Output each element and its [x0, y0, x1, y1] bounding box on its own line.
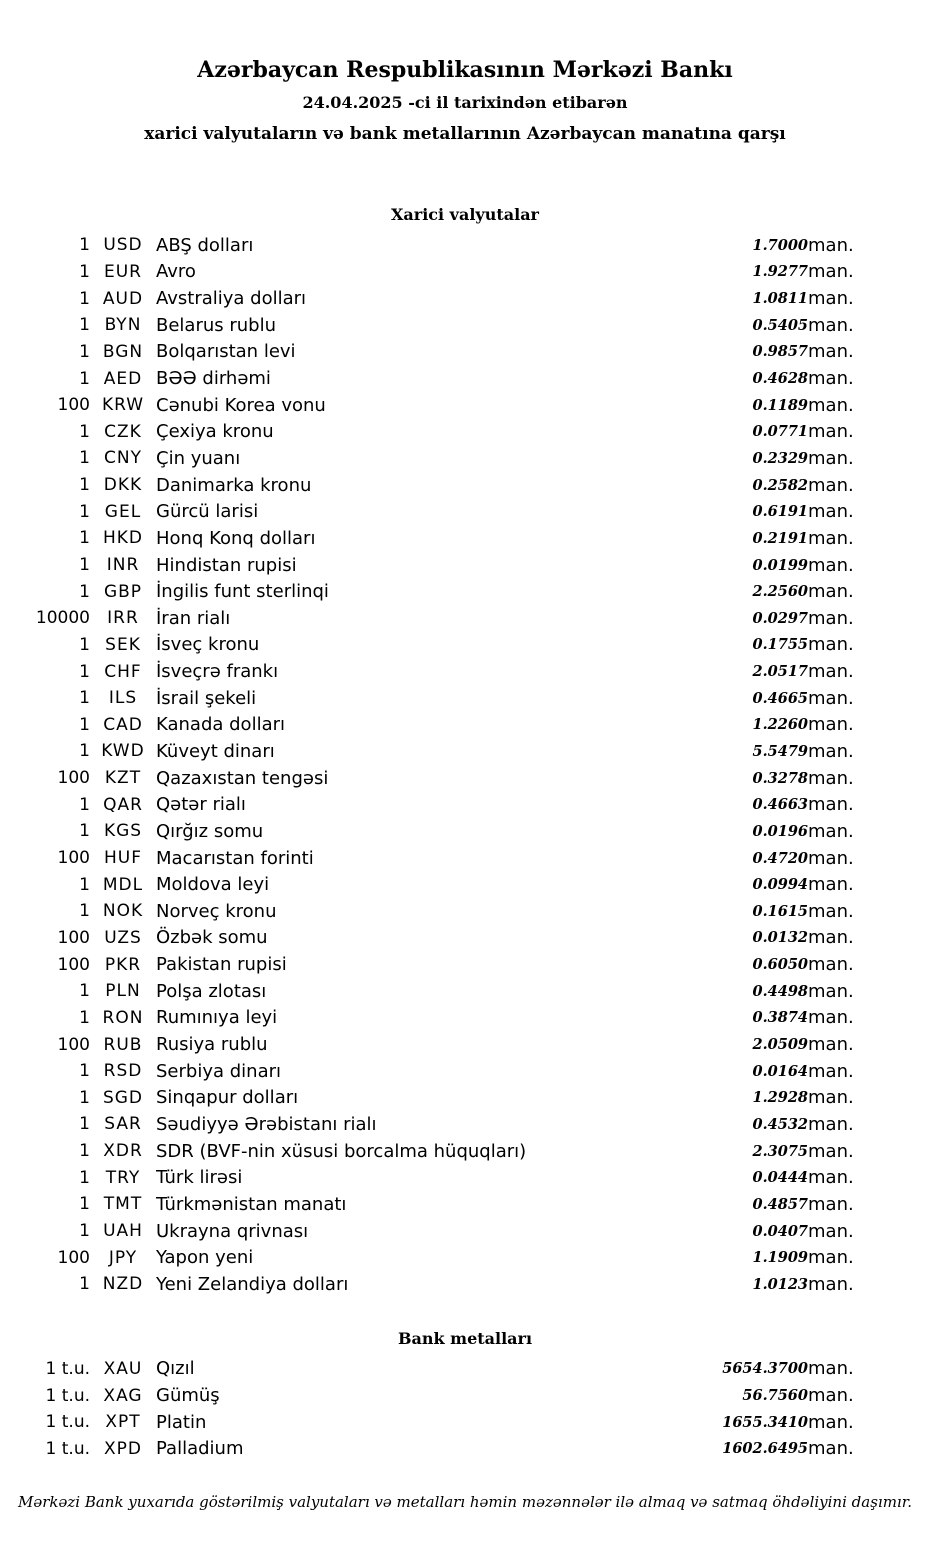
rate-value: 1.1909	[752, 1249, 808, 1267]
rate-value: 2.2560	[752, 583, 808, 601]
rate-row	[0, 765, 930, 792]
quantity: 1 t.u.	[45, 1358, 90, 1379]
unit-label: man.	[808, 714, 854, 736]
currency-name: İsveçrə frankı	[156, 661, 279, 683]
quantity: 1	[79, 475, 90, 496]
quantity: 1	[79, 581, 90, 602]
quantity: 1	[79, 1061, 90, 1082]
currency-code: KRW	[101, 395, 145, 416]
rate-value: 1.2928	[752, 1089, 808, 1107]
quantity: 1	[79, 821, 90, 842]
currency-code: RUB	[103, 1034, 143, 1055]
unit-label: man.	[808, 740, 854, 762]
rate-row	[0, 898, 930, 925]
currency-code: USD	[103, 235, 143, 256]
unit-label: man.	[808, 447, 854, 469]
rate-value: 1.2260	[752, 716, 808, 734]
rate-row	[0, 871, 930, 898]
rate-value: 1602.6495	[722, 1440, 808, 1458]
currency-name: Qızıl	[156, 1358, 195, 1380]
currency-name: Çexiya kronu	[156, 421, 274, 443]
currency-code: KGS	[103, 821, 143, 842]
unit-label: man.	[808, 314, 854, 336]
currency-name: Küveyt dinarı	[156, 740, 275, 762]
currency-code: HUF	[103, 848, 142, 869]
unit-label: man.	[808, 1140, 854, 1162]
currency-name: İsrail şekeli	[156, 687, 257, 709]
currency-code: SGD	[102, 1087, 144, 1108]
unit-label: man.	[808, 1034, 854, 1056]
quantity: 1	[79, 741, 90, 762]
rate-value: 0.2582	[752, 476, 808, 494]
currency-code: GEL	[104, 501, 142, 522]
rate-value: 0.2329	[752, 449, 808, 467]
rate-row	[0, 1138, 930, 1165]
currency-name: Qırğız somu	[156, 820, 264, 842]
currency-code: KZT	[104, 768, 142, 789]
quantity: 100	[57, 1247, 90, 1268]
rate-row	[0, 445, 930, 472]
rate-value: 1.0811	[752, 290, 808, 308]
metals-heading: Bank metalları	[397, 1328, 533, 1348]
rate-row	[0, 392, 930, 419]
bank-title: Azərbaycan Respublikasının Mərkəzi Bankı	[197, 57, 733, 83]
quantity: 100	[57, 768, 90, 789]
quantity: 1	[79, 341, 90, 362]
rate-row	[0, 472, 930, 499]
currency-name: Polşa zlotası	[156, 980, 267, 1002]
currency-code: QAR	[103, 794, 143, 815]
currency-code: AUD	[102, 288, 144, 309]
rate-value: 0.6050	[752, 956, 808, 974]
rate-value: 1655.3410	[722, 1413, 808, 1431]
rate-row	[0, 845, 930, 872]
rate-value: 0.4857	[752, 1195, 808, 1213]
unit-label: man.	[808, 661, 854, 683]
currencies-table	[0, 232, 930, 1298]
unit-label: man.	[808, 847, 854, 869]
currency-name: Avro	[156, 261, 196, 283]
currencies-section	[0, 204, 930, 1298]
currency-name: Gürcü larisi	[156, 501, 259, 523]
rate-row	[0, 525, 930, 552]
currency-name: İsveç kronu	[156, 634, 260, 656]
unit-label: man.	[808, 1087, 854, 1109]
unit-label: man.	[808, 1220, 854, 1242]
rate-row	[0, 605, 930, 632]
currency-code: CNY	[104, 448, 142, 469]
currency-name: ABŞ dolları	[156, 234, 254, 256]
unit-label: man.	[808, 1007, 854, 1029]
rate-row	[0, 259, 930, 286]
rate-row	[0, 951, 930, 978]
unit-label: man.	[808, 1167, 854, 1189]
unit-label: man.	[808, 1438, 854, 1460]
currency-code: XDR	[103, 1141, 143, 1162]
currencies-table-body	[0, 232, 930, 1298]
currency-code: SAR	[104, 1114, 142, 1135]
currency-name: Rumınıya leyi	[156, 1007, 278, 1029]
quantity: 1	[79, 421, 90, 442]
page-subtitle: xarici valyutaların və bank metallarının Azərbaycan manatına qarşı	[144, 124, 786, 144]
currency-name: Türk lirəsi	[156, 1167, 243, 1189]
currency-code: EUR	[104, 261, 142, 282]
unit-label: man.	[808, 794, 854, 816]
unit-label: man.	[808, 1060, 854, 1082]
rate-value: 2.3075	[752, 1142, 808, 1160]
rate-value: 0.0132	[752, 929, 808, 947]
rate-value: 0.1189	[752, 396, 808, 414]
rate-row	[0, 658, 930, 685]
unit-label: man.	[808, 954, 854, 976]
quantity: 1	[79, 714, 90, 735]
currency-code: XPD	[104, 1438, 142, 1459]
rate-row	[0, 632, 930, 659]
rate-row	[0, 365, 930, 392]
quantity: 1	[79, 1007, 90, 1028]
rate-row	[0, 1111, 930, 1138]
unit-label: man.	[808, 394, 854, 416]
currency-name: Yapon yeni	[156, 1247, 254, 1269]
rate-value: 1.0123	[752, 1275, 808, 1293]
rate-value: 56.7560	[742, 1387, 808, 1405]
unit-label: man.	[808, 261, 854, 283]
rate-row	[0, 1191, 930, 1218]
quantity: 1	[79, 874, 90, 895]
currency-name: Serbiya dinarı	[156, 1060, 281, 1082]
quantity: 1	[79, 1141, 90, 1162]
unit-label: man.	[808, 1411, 854, 1433]
rate-value: 0.0199	[752, 556, 808, 574]
currency-code: INR	[106, 555, 140, 575]
currency-code: SEK	[105, 634, 141, 655]
rate-row	[0, 978, 930, 1005]
rate-row	[0, 1005, 930, 1032]
rate-row	[0, 1409, 930, 1436]
rate-row	[0, 1356, 930, 1383]
quantity: 1	[79, 1167, 90, 1188]
rate-value: 0.1615	[752, 902, 808, 920]
quantity: 1	[79, 448, 90, 469]
currency-code: BGN	[102, 341, 144, 362]
rate-value: 0.1755	[752, 636, 808, 654]
quantity: 1	[79, 901, 90, 922]
quantity: 1	[79, 1087, 90, 1108]
metals-table	[0, 1356, 930, 1463]
rate-value: 0.2191	[752, 529, 808, 547]
rate-row	[0, 285, 930, 312]
rate-value: 0.0771	[752, 423, 808, 441]
rate-row	[0, 498, 930, 525]
currency-code: ILS	[108, 688, 138, 709]
quantity: 1 t.u.	[45, 1385, 90, 1406]
rate-value: 1.7000	[752, 236, 808, 254]
currency-code: XAG	[103, 1385, 143, 1406]
currency-code: NOK	[102, 901, 144, 922]
quantity: 1	[79, 1114, 90, 1135]
currency-name: Qətər rialı	[156, 794, 246, 816]
unit-label: man.	[808, 527, 854, 549]
rate-value: 0.3278	[752, 769, 808, 787]
rate-row	[0, 712, 930, 739]
unit-label: man.	[808, 607, 854, 629]
rate-value: 0.0196	[752, 822, 808, 840]
quantity: 1	[79, 1274, 90, 1295]
currency-name: Macarıstan forinti	[156, 847, 314, 869]
unit-label: man.	[808, 900, 854, 922]
rate-row	[0, 1164, 930, 1191]
currency-name: Türkmənistan manatı	[156, 1193, 347, 1215]
metals-table-body	[0, 1356, 930, 1463]
quantity: 1	[79, 794, 90, 815]
unit-label: man.	[808, 1113, 854, 1135]
rate-value: 5.5479	[752, 742, 808, 760]
quantity: 1	[79, 1194, 90, 1215]
unit-label: man.	[808, 1273, 854, 1295]
rate-row	[0, 339, 930, 366]
currency-code: NZD	[102, 1274, 144, 1295]
quantity: 1	[79, 235, 90, 256]
currency-name: Sinqapur dolları	[156, 1087, 299, 1109]
currency-code: XAU	[103, 1358, 143, 1379]
currency-name: Çin yuanı	[156, 447, 241, 469]
rate-value: 0.0297	[752, 609, 808, 627]
page-header	[0, 56, 930, 146]
currency-name: Palladium	[156, 1438, 244, 1460]
currency-name: Rusiya rublu	[156, 1034, 268, 1056]
unit-label: man.	[808, 634, 854, 656]
currency-code: CZK	[104, 421, 142, 442]
rate-value: 0.9857	[752, 343, 808, 361]
currency-code: CAD	[103, 714, 143, 735]
unit-label: man.	[808, 341, 854, 363]
currency-name: Honq Konq dolları	[156, 527, 316, 549]
rate-value: 5654.3700	[722, 1360, 808, 1378]
rate-row	[0, 1031, 930, 1058]
quantity: 100	[57, 848, 90, 869]
rate-value: 0.0994	[752, 876, 808, 894]
currency-code: MDL	[102, 874, 144, 895]
rate-row	[0, 1058, 930, 1085]
rate-row	[0, 925, 930, 952]
rate-value: 2.0517	[752, 663, 808, 681]
quantity: 100	[57, 1034, 90, 1055]
unit-label: man.	[808, 554, 854, 576]
metals-section	[0, 1328, 930, 1463]
currencies-heading: Xarici valyutalar	[391, 205, 539, 224]
quantity: 1	[79, 315, 90, 336]
rate-row	[0, 578, 930, 605]
unit-label: man.	[808, 581, 854, 603]
unit-label: man.	[808, 421, 854, 443]
currency-name: İngilis funt sterlinqi	[156, 581, 329, 603]
rate-value: 1.9277	[752, 263, 808, 281]
rate-value: 0.0164	[752, 1062, 808, 1080]
currency-name: Bolqarıstan levi	[156, 341, 296, 363]
currency-name: İran rialı	[156, 607, 231, 629]
rate-value: 0.4532	[752, 1115, 808, 1133]
rate-row	[0, 1218, 930, 1245]
currency-name: Yeni Zelandiya dolları	[156, 1273, 349, 1295]
rate-value: 0.5405	[752, 316, 808, 334]
quantity: 1	[79, 981, 90, 1002]
unit-label: man.	[808, 687, 854, 709]
unit-label: man.	[808, 368, 854, 390]
currency-name: SDR (BVF-nin xüsusi borcalma hüquqları)	[156, 1140, 527, 1162]
currency-code: DKK	[103, 475, 143, 496]
unit-label: man.	[808, 874, 854, 896]
currency-name: Özbək somu	[156, 927, 268, 949]
quantity: 1 t.u.	[45, 1438, 90, 1459]
quantity: 1	[79, 1221, 90, 1242]
rate-value: 0.3874	[752, 1009, 808, 1027]
rate-row	[0, 232, 930, 259]
rate-value: 0.6191	[752, 503, 808, 521]
rate-row	[0, 312, 930, 339]
quantity: 1	[79, 555, 90, 575]
unit-label: man.	[808, 767, 854, 789]
currency-code: UZS	[104, 927, 142, 948]
currency-code: IRR	[107, 608, 139, 629]
currency-code: GBP	[103, 581, 143, 602]
unit-label: man.	[808, 474, 854, 496]
rate-row	[0, 1271, 930, 1298]
currency-code: PKR	[104, 954, 142, 975]
quantity: 1	[79, 661, 90, 682]
currency-name: BƏƏ dirhəmi	[156, 368, 271, 390]
currency-code: PLN	[105, 981, 141, 1002]
currency-code: XPT	[105, 1412, 141, 1433]
quantity: 1	[79, 261, 90, 282]
rate-row	[0, 1244, 930, 1271]
currency-name: Belarus rublu	[156, 314, 277, 336]
disclaimer-note: Mərkəzi Bank yuxarıda göstərilmiş valyutaları və metalları həmin məzənnələr ilə almaq və satmaq öhdəliyini daşımır.	[17, 1493, 913, 1512]
rate-value: 0.4720	[752, 849, 808, 867]
quantity: 1	[79, 634, 90, 655]
currency-name: Norveç kronu	[156, 900, 277, 922]
unit-label: man.	[808, 1247, 854, 1269]
rate-row	[0, 1436, 930, 1463]
quantity: 10000	[35, 608, 90, 629]
page-footer	[0, 1492, 930, 1512]
quantity: 1	[79, 368, 90, 389]
rate-row	[0, 1085, 930, 1112]
unit-label: man.	[808, 1385, 854, 1407]
unit-label: man.	[808, 288, 854, 310]
rate-row	[0, 685, 930, 712]
currency-name: Hindistan rupisi	[156, 554, 297, 576]
currency-code: RON	[102, 1007, 144, 1028]
currency-code: UAH	[103, 1221, 143, 1242]
unit-label: man.	[808, 980, 854, 1002]
effective-date: 24.04.2025 -ci il tarixindən etibarən	[302, 93, 628, 112]
currency-name: Cənubi Korea vonu	[156, 394, 326, 416]
rate-row	[0, 738, 930, 765]
currency-code: CHF	[104, 661, 142, 682]
currency-name: Ukrayna qrivnası	[156, 1220, 309, 1242]
currency-name: Danimarka kronu	[156, 474, 312, 496]
currency-code: RSD	[103, 1061, 143, 1082]
rate-row	[0, 552, 930, 579]
quantity: 1	[79, 688, 90, 709]
rate-row	[0, 1382, 930, 1409]
unit-label: man.	[808, 927, 854, 949]
unit-label: man.	[808, 1193, 854, 1215]
currency-name: Avstraliya dolları	[156, 288, 307, 310]
currency-name: Gümüş	[156, 1385, 220, 1407]
currency-name: Platin	[156, 1411, 207, 1433]
currency-name: Pakistan rupisi	[156, 954, 287, 976]
currency-code: AED	[103, 368, 143, 389]
rate-value: 0.0407	[752, 1222, 808, 1240]
currency-code: TMT	[103, 1194, 143, 1215]
rate-value: 0.0444	[752, 1169, 808, 1187]
quantity: 1	[79, 288, 90, 309]
unit-label: man.	[808, 234, 854, 256]
rate-value: 0.4628	[752, 370, 808, 388]
quantity: 1 t.u.	[45, 1412, 90, 1433]
quantity: 100	[57, 395, 90, 416]
currency-name: Qazaxıstan tengəsi	[156, 767, 329, 789]
currency-code: TRY	[105, 1167, 141, 1188]
currency-code: KWD	[101, 741, 145, 762]
quantity: 100	[57, 927, 90, 948]
quantity: 100	[57, 954, 90, 975]
rate-value: 2.0509	[752, 1036, 808, 1054]
unit-label: man.	[808, 1358, 854, 1380]
rate-value: 0.4665	[752, 689, 808, 707]
unit-label: man.	[808, 820, 854, 842]
rate-row	[0, 418, 930, 445]
rate-row	[0, 791, 930, 818]
quantity: 1	[79, 528, 90, 549]
rate-row	[0, 818, 930, 845]
unit-label: man.	[808, 501, 854, 523]
rate-value: 0.4663	[752, 796, 808, 814]
currency-name: Moldova leyi	[156, 874, 270, 896]
currency-code: HKD	[102, 528, 144, 549]
quantity: 1	[79, 501, 90, 522]
currency-name: Kanada dolları	[156, 714, 286, 736]
currency-code: JPY	[108, 1247, 138, 1268]
currency-name: Səudiyyə Ərəbistanı rialı	[156, 1113, 377, 1135]
rate-value: 0.4498	[752, 982, 808, 1000]
currency-code: BYN	[104, 315, 142, 336]
